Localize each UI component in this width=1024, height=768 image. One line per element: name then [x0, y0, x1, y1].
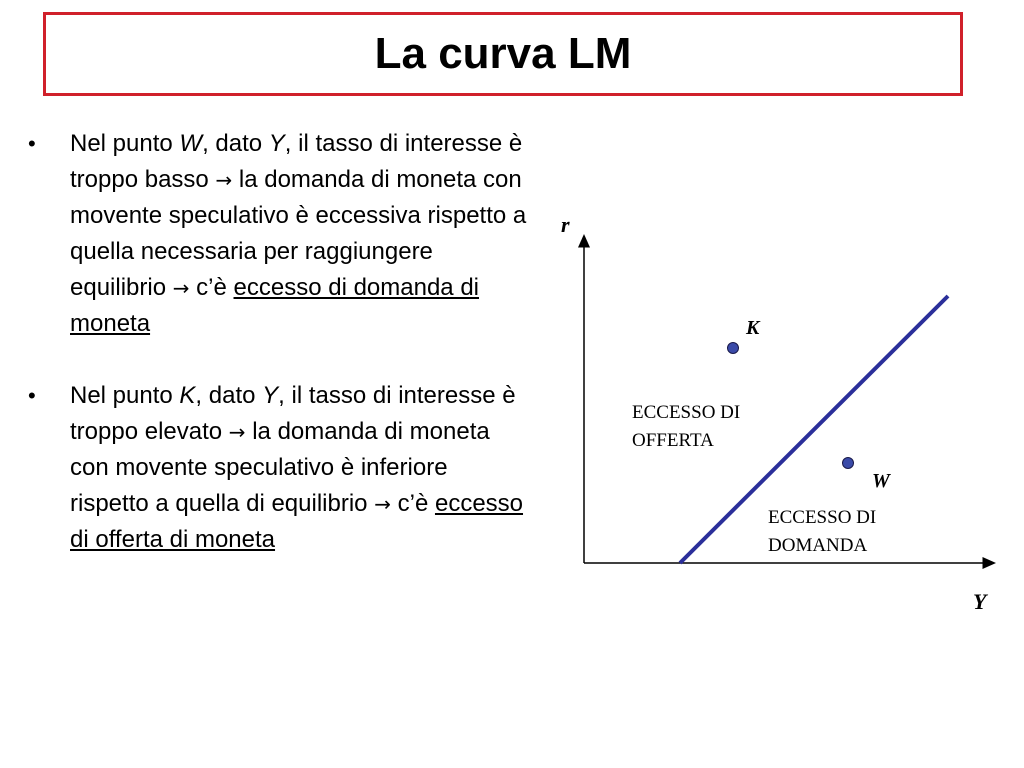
text: , il tasso di interesse è troppo basso: [70, 130, 523, 193]
text: , il tasso di interesse è troppo elevato: [70, 382, 516, 445]
slide-title: La curva LM: [374, 29, 632, 78]
text: la domanda di moneta con movente speculativo è eccessiva rispetto a quella necessaria per raggiungere equilibrio: [70, 166, 527, 301]
right-arrow-icon: →: [228, 420, 246, 444]
text: c’è: [390, 490, 435, 517]
text: , dato: [202, 130, 269, 157]
conclusion-excess-supply: eccesso di offerta di moneta: [70, 490, 524, 553]
y-axis-label: r: [561, 212, 570, 237]
bullet-dot: •: [28, 383, 36, 408]
right-arrow-icon: →: [374, 492, 391, 516]
point-w-ref: W: [179, 130, 203, 157]
point-w: [843, 458, 854, 469]
right-arrow-icon: →: [172, 276, 190, 300]
text: Nel punto: [70, 130, 180, 157]
point-k-label: K: [746, 317, 760, 339]
text: c’è: [189, 274, 234, 301]
point-k-ref: K: [179, 382, 196, 409]
region-lower-label-line1: ECCESSO DI: [768, 507, 877, 528]
y-ref: Y: [268, 130, 285, 157]
x-axis-label: Y: [973, 589, 987, 614]
y-ref: Y: [262, 382, 279, 409]
text: la domanda di moneta con movente speculativo è inferiore rispetto a quella di equilibrio: [70, 418, 490, 517]
bullet-dot: •: [28, 131, 36, 156]
point-w-label: W: [872, 470, 890, 492]
text: , dato: [195, 382, 263, 409]
right-arrow-icon: →: [215, 168, 233, 192]
point-k: [728, 343, 739, 354]
region-upper-label-line1: ECCESSO DI: [632, 402, 741, 423]
conclusion-excess-demand: eccesso di domanda di moneta: [70, 274, 479, 337]
region-upper-label-line2: OFFERTA: [632, 430, 714, 451]
region-lower-label-line2: DOMANDA: [768, 535, 868, 556]
text: Nel punto: [70, 382, 180, 409]
